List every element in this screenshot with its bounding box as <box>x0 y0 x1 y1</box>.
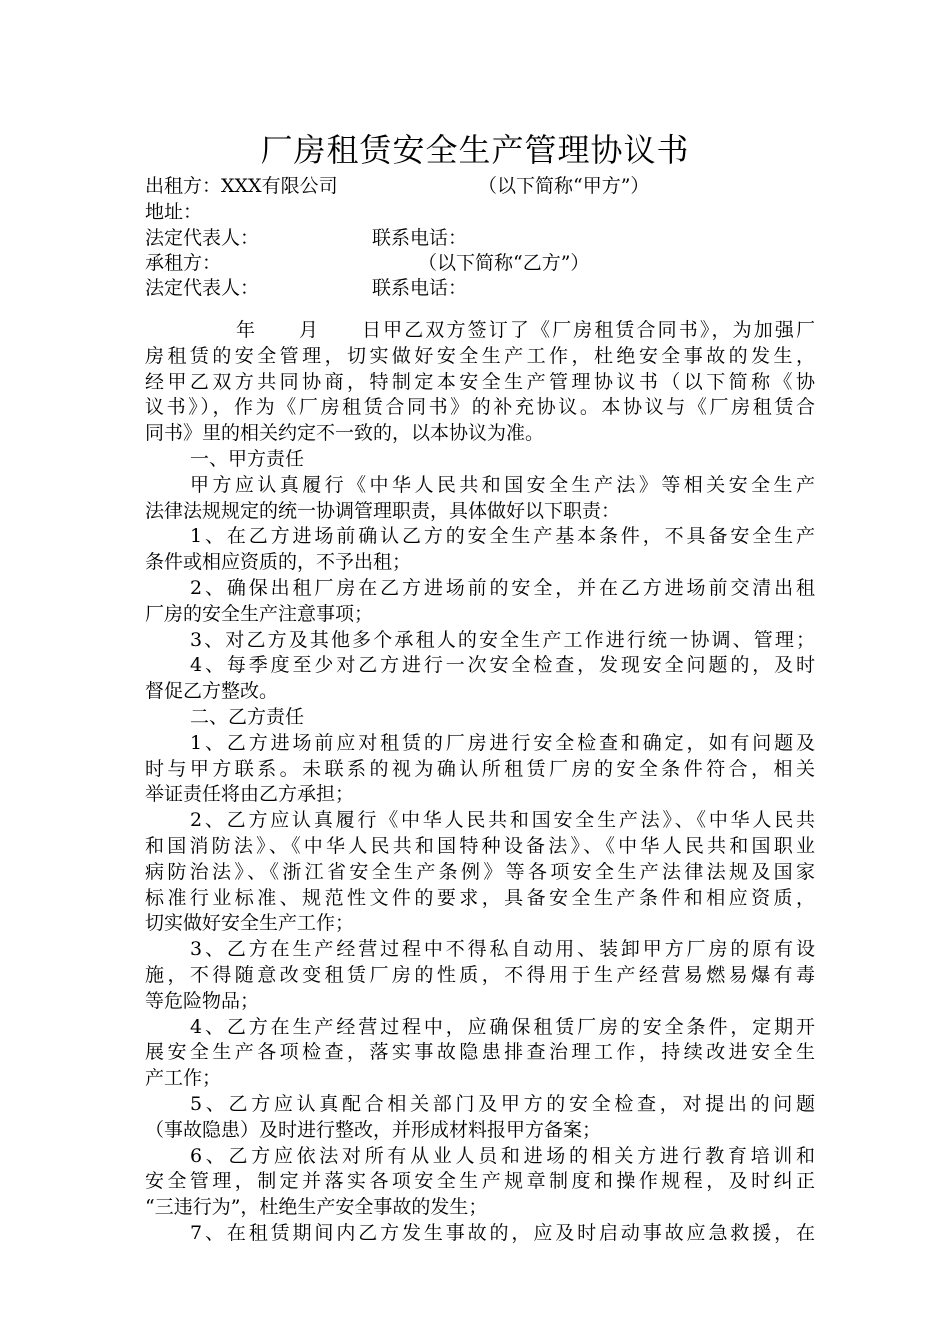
paragraph-line: 1、在乙方进场前确认乙方的安全生产基本条件，不具备安全生产 <box>190 525 815 548</box>
paragraph-line: 病防治法》、《浙江省安全生产条例》等各项安全生产法律法规及国家 <box>145 860 815 883</box>
paragraph-line: 5、乙方应认真配合相关部门及甲方的安全检查，对提出的问题 <box>190 1092 815 1115</box>
lessor-line: 出租方：XXX有限公司 <box>145 175 338 197</box>
paragraph-line: 时与甲方联系。未联系的视为确认所租赁厂房的安全条件符合，相关 <box>145 757 815 780</box>
paragraph-line: 切实做好安全生产工作； <box>145 912 355 935</box>
paragraph-line: 2、乙方应认真履行《中华人民共和国安全生产法》、《中华人民共 <box>190 809 815 832</box>
phone-b: 联系电话： <box>372 277 468 299</box>
intro-line: 房租赁的安全管理，切实做好安全生产工作，杜绝安全事故的发生， <box>145 344 815 367</box>
paragraph-line: 厂房的安全生产注意事项； <box>145 602 374 625</box>
intro-line: 经甲乙双方共同协商，特制定本安全生产管理协议书（以下简称《协 <box>145 370 815 393</box>
paragraph-line: 施，不得随意改变租赁厂房的性质，不得用于生产经营易燃易爆有毒 <box>145 963 815 986</box>
lessee-line: 承租方： <box>145 252 222 274</box>
paragraph-line: 3、乙方在生产经营过程中不得私自动用、装卸甲方厂房的原有设 <box>190 938 815 961</box>
intro-line: 议书》），作为《厂房租赁合同书》的补充协议。本协议与《厂房租赁合 <box>145 396 815 419</box>
intro-year: 年 <box>236 319 256 341</box>
paragraph-line: 法律法规规定的统一协调管理职责，具体做好以下职责： <box>145 499 621 522</box>
lessor-alias: （以下简称“甲方”） <box>478 175 650 197</box>
intro-rest: 日甲乙双方签订了《厂房租赁合同书》，为加强厂 <box>362 319 815 341</box>
agreement-body <box>145 318 815 1247</box>
legal-rep-a: 法定代表人： <box>145 227 260 249</box>
paragraph-line: 等危险物品； <box>145 989 260 1012</box>
paragraph-line: 产工作； <box>145 1067 222 1090</box>
address-line: 地址： <box>145 201 203 223</box>
paragraph-line: 展安全生产各项检查，落实事故隐患排查治理工作，持续改进安全生 <box>145 1041 815 1064</box>
intro-line: 同书》里的相关约定不一致的，以本协议为准。 <box>145 422 545 445</box>
paragraph-line: 4、乙方在生产经营过程中，应确保租赁厂房的安全条件，定期开 <box>190 1015 815 1038</box>
paragraph-line: 举证责任将由乙方承担； <box>145 783 355 806</box>
paragraph-line: 7、在租赁期间内乙方发生事故的，应及时启动事故应急救援，在 <box>190 1221 815 1244</box>
paragraph-line: 4、每季度至少对乙方进行一次安全检查，发现安全问题的，及时 <box>190 654 815 677</box>
paragraph-line: 督促乙方整改。 <box>145 680 279 703</box>
paragraph-line: 标准行业标准、规范性文件的要求，具备安全生产条件和相应资质， <box>145 886 815 909</box>
phone-a: 联系电话： <box>372 227 468 249</box>
paragraph-line: 条件或相应资质的，不予出租； <box>145 551 412 574</box>
section-heading: 二、乙方责任 <box>190 705 305 728</box>
intro-month: 月 <box>299 319 319 341</box>
intro-first-line <box>145 318 815 344</box>
paragraph-line: 6、乙方应依法对所有从业人员和进场的相关方进行教育培训和 <box>190 1144 815 1167</box>
paragraph-line: 2、确保出租厂房在乙方进场前的安全，并在乙方进场前交清出租 <box>190 576 815 599</box>
paragraph-line: （事故隐患）及时进行整改，并形成材料报甲方备案； <box>145 1118 602 1141</box>
section-heading: 一、甲方责任 <box>190 447 305 470</box>
paragraph-line: 甲方应认真履行《中华人民共和国安全生产法》等相关安全生产 <box>190 473 815 496</box>
paragraph-line: 安全管理，制定并落实各项安全生产规章制度和操作规程，及时纠正 <box>145 1170 815 1193</box>
lessee-alias: （以下简称“乙方”） <box>418 252 590 274</box>
document-title: 厂房租赁安全生产管理协议书 <box>260 131 690 169</box>
paragraph-line: 1、乙方进场前应对租赁的厂房进行安全检查和确定，如有问题及 <box>190 731 815 754</box>
legal-rep-b: 法定代表人： <box>145 277 260 299</box>
paragraph-line: 和国消防法》、《中华人民共和国特种设备法》、《中华人民共和国职业 <box>145 834 815 857</box>
paragraph-line: “三违行为”，杜绝生产安全事故的发生； <box>145 1196 488 1219</box>
paragraph-line: 3、对乙方及其他多个承租人的安全生产工作进行统一协调、管理； <box>190 628 815 651</box>
